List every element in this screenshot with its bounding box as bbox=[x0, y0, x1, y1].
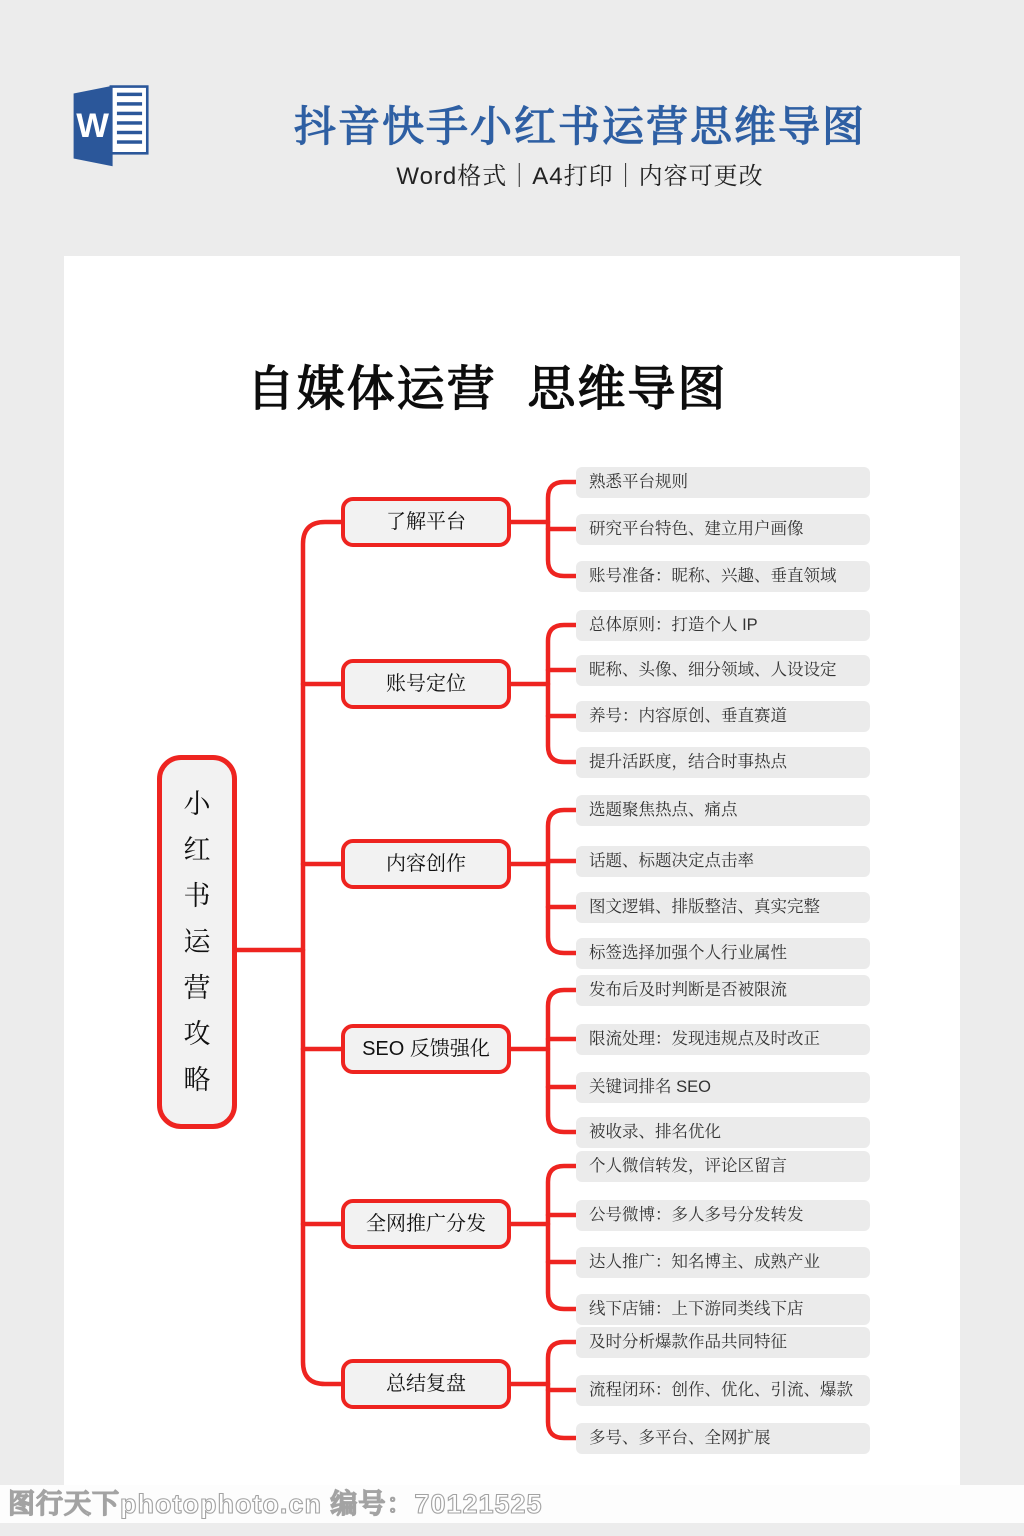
header-subtitle: Word格式｜A4打印｜内容可更改 bbox=[396, 163, 764, 190]
word-icon-letter: W bbox=[76, 106, 110, 145]
child-item: 总体原则：打造个人 IP bbox=[576, 610, 870, 641]
child-item: 标签选择加强个人行业属性 bbox=[576, 938, 870, 969]
child-item: 熟悉平台规则 bbox=[576, 467, 870, 498]
document-title: 自媒体运营 思维导图 bbox=[246, 363, 728, 416]
branch-node: SEO 反馈强化 bbox=[341, 1024, 511, 1074]
child-item: 限流处理：发现违规点及时改正 bbox=[576, 1024, 870, 1055]
child-item: 发布后及时判断是否被限流 bbox=[576, 975, 870, 1006]
child-item: 昵称、头像、细分领域、人设设定 bbox=[576, 655, 870, 686]
branch-node: 内容创作 bbox=[341, 839, 511, 889]
root-node-label: 小 红 书 运 营 攻 略 bbox=[183, 789, 211, 1095]
child-item: 养号：内容原创、垂直赛道 bbox=[576, 701, 870, 732]
mindmap-root-node bbox=[157, 755, 237, 1129]
child-item: 多号、多平台、全网扩展 bbox=[576, 1423, 870, 1454]
watermark-text: 图行天下photophoto.cn 编号：70121525 bbox=[8, 1489, 543, 1519]
child-item: 图文逻辑、排版整洁、真实完整 bbox=[576, 892, 870, 923]
child-item: 选题聚焦热点、痛点 bbox=[576, 795, 870, 826]
child-item: 个人微信转发，评论区留言 bbox=[576, 1151, 870, 1182]
child-item: 及时分析爆款作品共同特征 bbox=[576, 1327, 870, 1358]
child-item: 话题、标题决定点击率 bbox=[576, 846, 870, 877]
child-item: 被收录、排名优化 bbox=[576, 1117, 870, 1148]
child-item: 提升活跃度，结合时事热点 bbox=[576, 747, 870, 778]
child-item: 达人推广：知名博主、成熟产业 bbox=[576, 1247, 870, 1278]
branch-node: 全网推广分发 bbox=[341, 1199, 511, 1249]
header-title: 抖音快手小红书运营思维导图 bbox=[293, 103, 866, 150]
child-item: 研究平台特色、建立用户画像 bbox=[576, 514, 870, 545]
child-item: 关键词排名 SEO bbox=[576, 1072, 870, 1103]
child-item: 线下店铺：上下游同类线下店 bbox=[576, 1294, 870, 1325]
child-item: 流程闭环：创作、优化、引流、爆款 bbox=[576, 1375, 870, 1406]
child-item: 公号微博：多人多号分发转发 bbox=[576, 1200, 870, 1231]
watermark-bar bbox=[0, 1485, 1024, 1523]
branch-node: 账号定位 bbox=[341, 659, 511, 709]
branch-node: 总结复盘 bbox=[341, 1359, 511, 1409]
child-item: 账号准备：昵称、兴趣、垂直领域 bbox=[576, 561, 870, 592]
branch-node: 了解平台 bbox=[341, 497, 511, 547]
